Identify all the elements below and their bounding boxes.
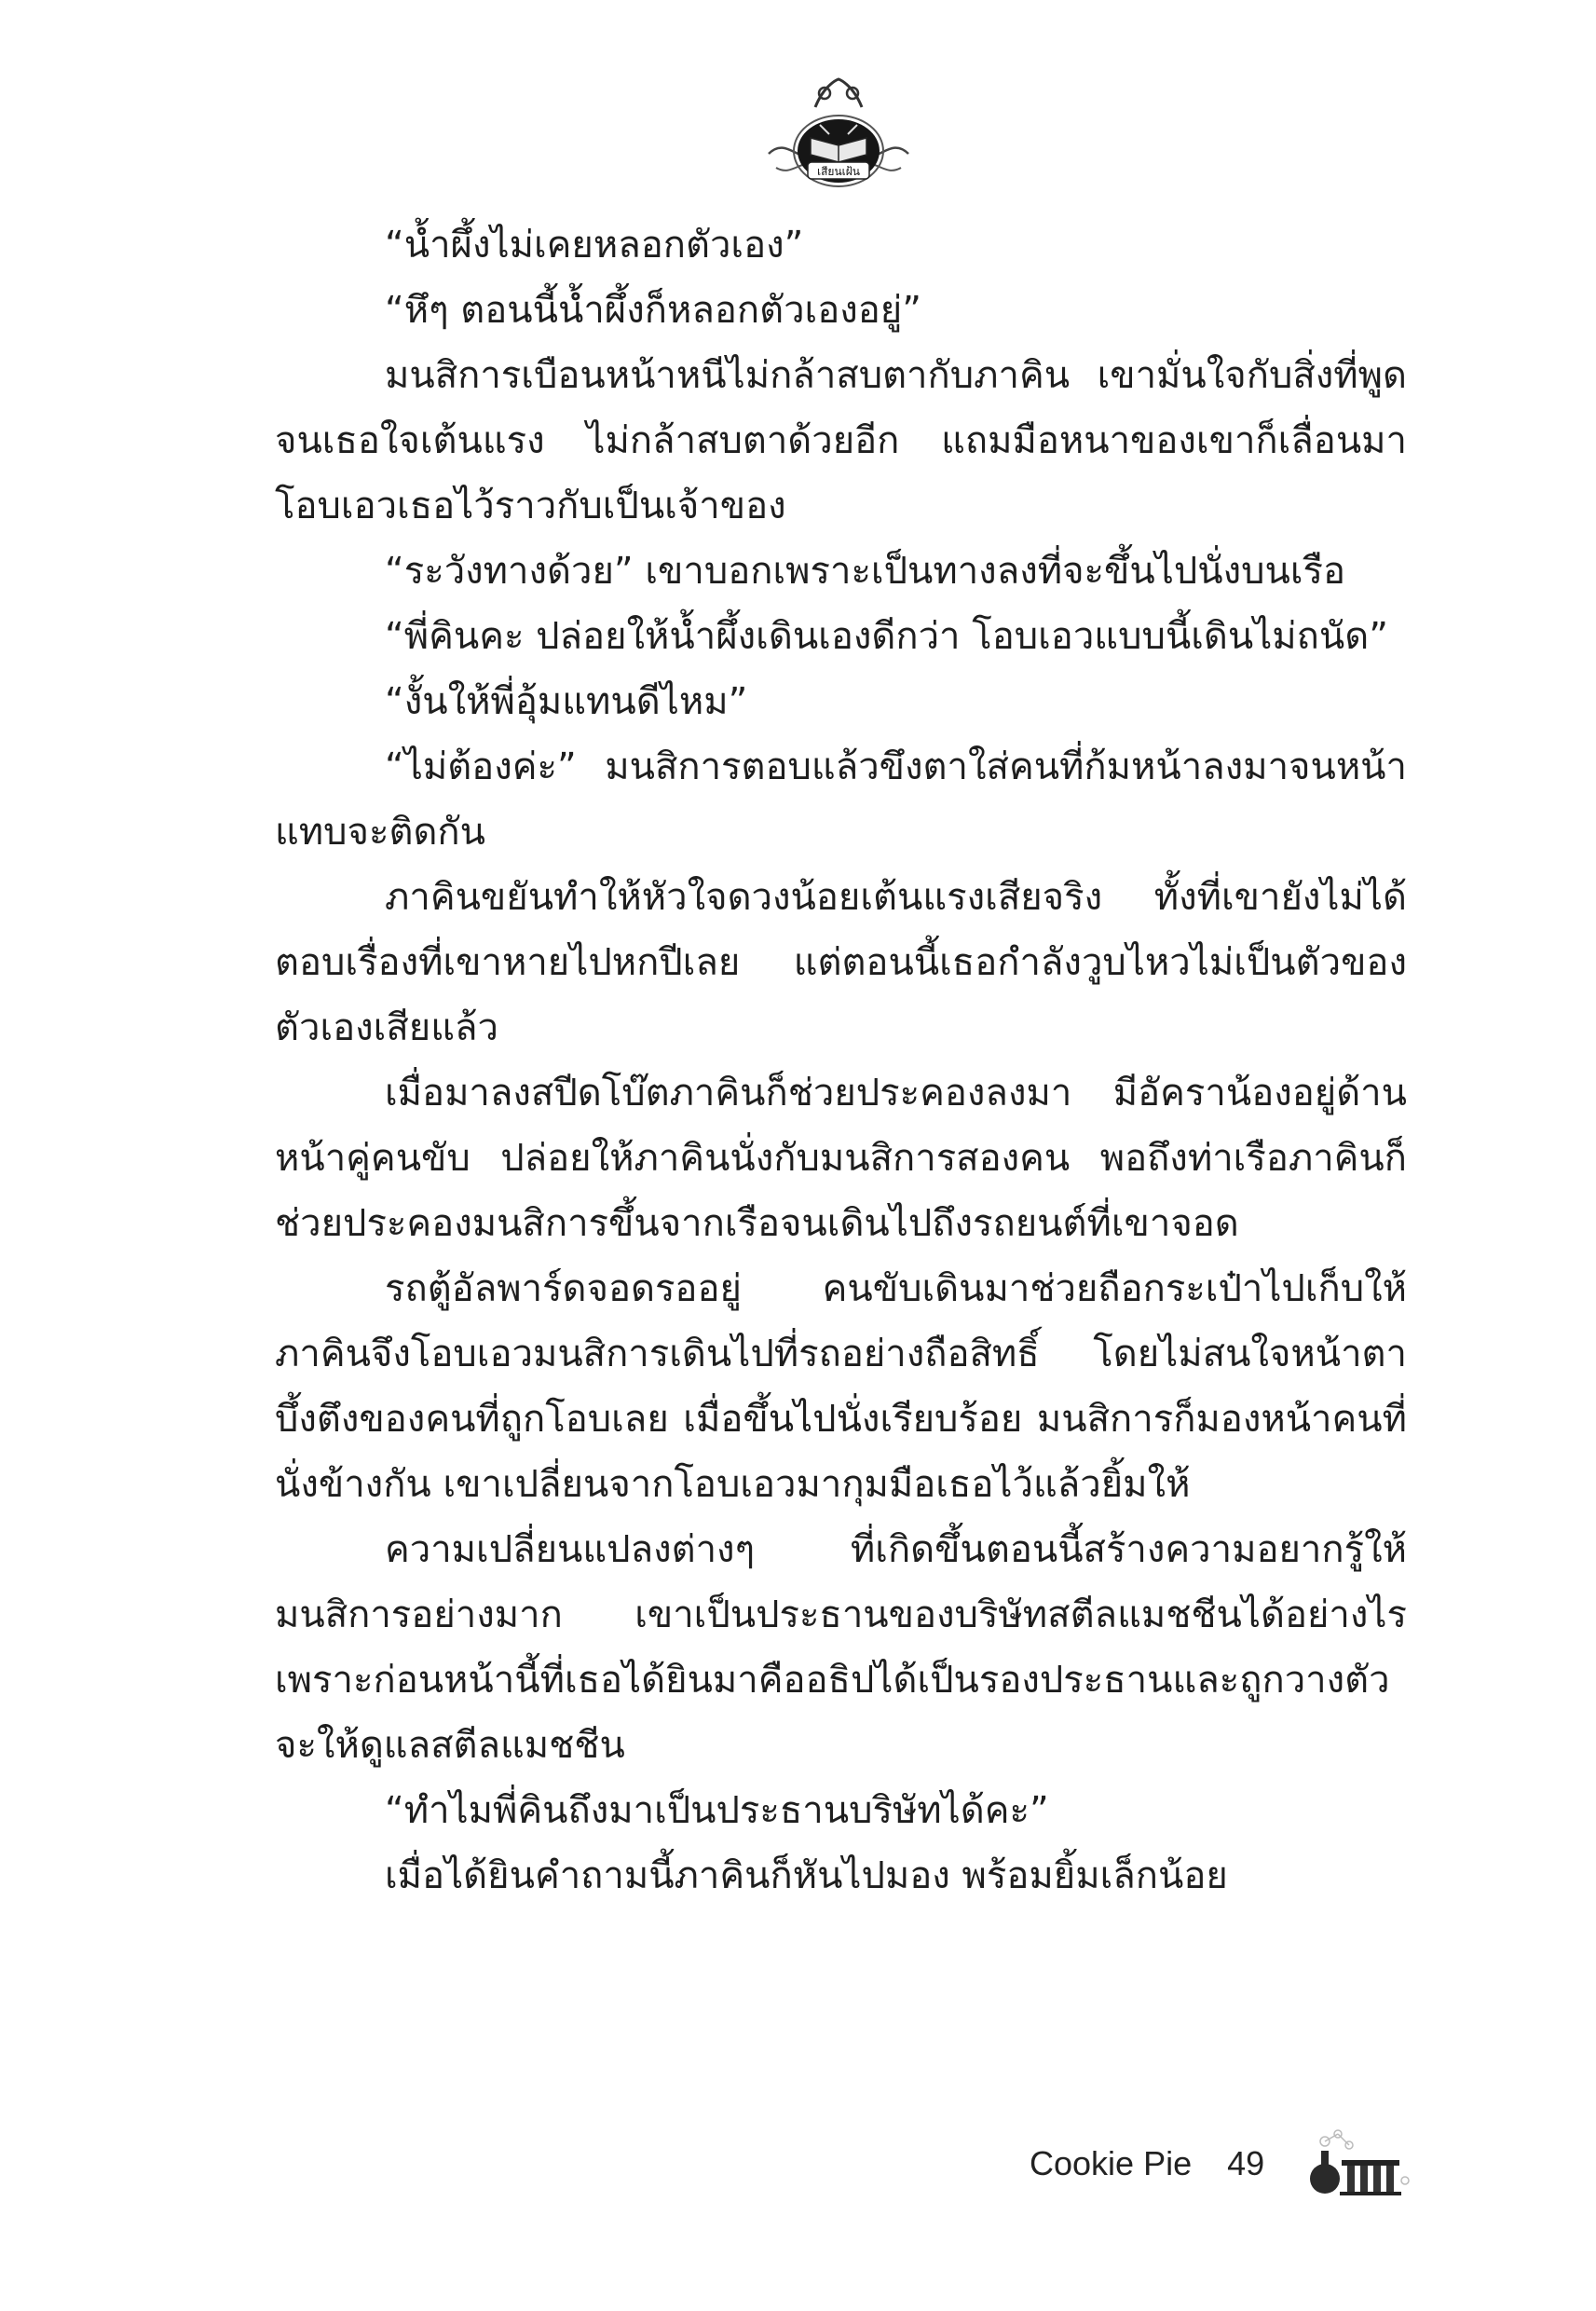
page-footer	[1030, 2136, 1264, 2192]
paragraph: รถตู้อัลพาร์ดจอดรออยู่ คนขับเดินมาช่วยถือกระเป๋าไปเก็บให้ภาคินจึงโอบเอวมนสิการเดินไปที่รถอย่างถือสิทธิ์ โดยไม่สนใจหน้าตาบึ้งตึงของคนที่ถูกโอบเลย เมื่อขึ้นไปนั่งเรียบร้อย มนสิการก็มองหน้าคนที่นั่งข้างกัน เขาเปลี่ยนจากโอบเอวมากุมมือเธอไว้แล้วยิ้มให้	[275, 1267, 1407, 1506]
paragraph: “ทำไมพี่คินถึงมาเป็นประธานบริษัทได้คะ”	[385, 1789, 1049, 1832]
logo-text: เสียนเฝ้น	[817, 165, 860, 178]
book-title: Cookie Pie	[1030, 2144, 1193, 2182]
paragraph: ภาคินขยันทำให้หัวใจดวงน้อยเต้นแรงเสียจริง ทั้งที่เขายังไม่ได้ตอบเรื่องที่เขาหายไปหกปีเลย แต่ตอนนี้เธอกำลังวูบไหวไม่เป็นตัวของตัวเองเสียแล้ว	[275, 876, 1407, 1049]
paragraph: เมื่อมาลงสปีดโบ๊ตภาคินก็ช่วยประคองลงมา มีอัคราน้องอยู่ด้านหน้าคู่คนขับ ปล่อยให้ภาคินนั่งกับมนสิการสองคน พอถึงท่าเรือภาคินก็ช่วยประคองมนสิการขึ้นจากเรือจนเดินไปถึงรถยนต์ที่เขาจอด	[275, 1072, 1407, 1245]
paragraph: “งั้นให้พี่อุ้มแทนดีไหม”	[385, 680, 748, 723]
page-number: 49	[1227, 2144, 1265, 2182]
lab-glassware-icon	[1304, 2125, 1416, 2199]
paragraph: “พี่คินคะ ปล่อยให้น้ำผึ้งเดินเองดีกว่า โอบเอวแบบนี้เดินไม่ถนัด”	[385, 615, 1388, 658]
paragraph: ความเปลี่ยนแปลงต่างๆ ที่เกิดขึ้นตอนนี้สร้างความอยากรู้ให้มนสิการอย่างมาก เขาเป็นประธานของบริษัทสตีลแมชชีนได้อย่างไรเพราะก่อนหน้านี้ที่เธอได้ยินมาคืออธิปได้เป็นรองประธานและถูกวางตัวจะให้ดูแลสตีลแมชชีน	[275, 1528, 1407, 1767]
paragraph: เมื่อได้ยินคำถามนี้ภาคินก็หันไปมอง พร้อมยิ้มเล็กน้อย	[385, 1854, 1228, 1897]
paragraph: มนสิการเบือนหน้าหนีไม่กล้าสบตากับภาคิน เขามั่นใจกับสิ่งที่พูดจนเธอใจเต้นแรง ไม่กล้าสบตาด้วยอีก แถมมือหนาของเขาก็เลื่อนมาโอบเอวเธอไว้ราวกับเป็นเจ้าของ	[275, 354, 1407, 527]
paragraph: “ระวังทางด้วย” เขาบอกเพราะเป็นทางลงที่จะขึ้นไปนั่งบนเรือ	[385, 550, 1346, 593]
paragraph: “ไม่ต้องค่ะ” มนสิการตอบแล้วขึงตาใส่คนที่ก้มหน้าลงมาจนหน้าแทบจะติดกัน	[275, 745, 1407, 854]
page-body-text	[275, 212, 1407, 1908]
paragraph: “น้ำผึ้งไม่เคยหลอกตัวเอง”	[385, 224, 804, 267]
ornamental-book-logo-icon	[759, 65, 918, 205]
paragraph: “หึๆ ตอนนี้น้ำผึ้งก็หลอกตัวเองอยู่”	[385, 289, 921, 332]
